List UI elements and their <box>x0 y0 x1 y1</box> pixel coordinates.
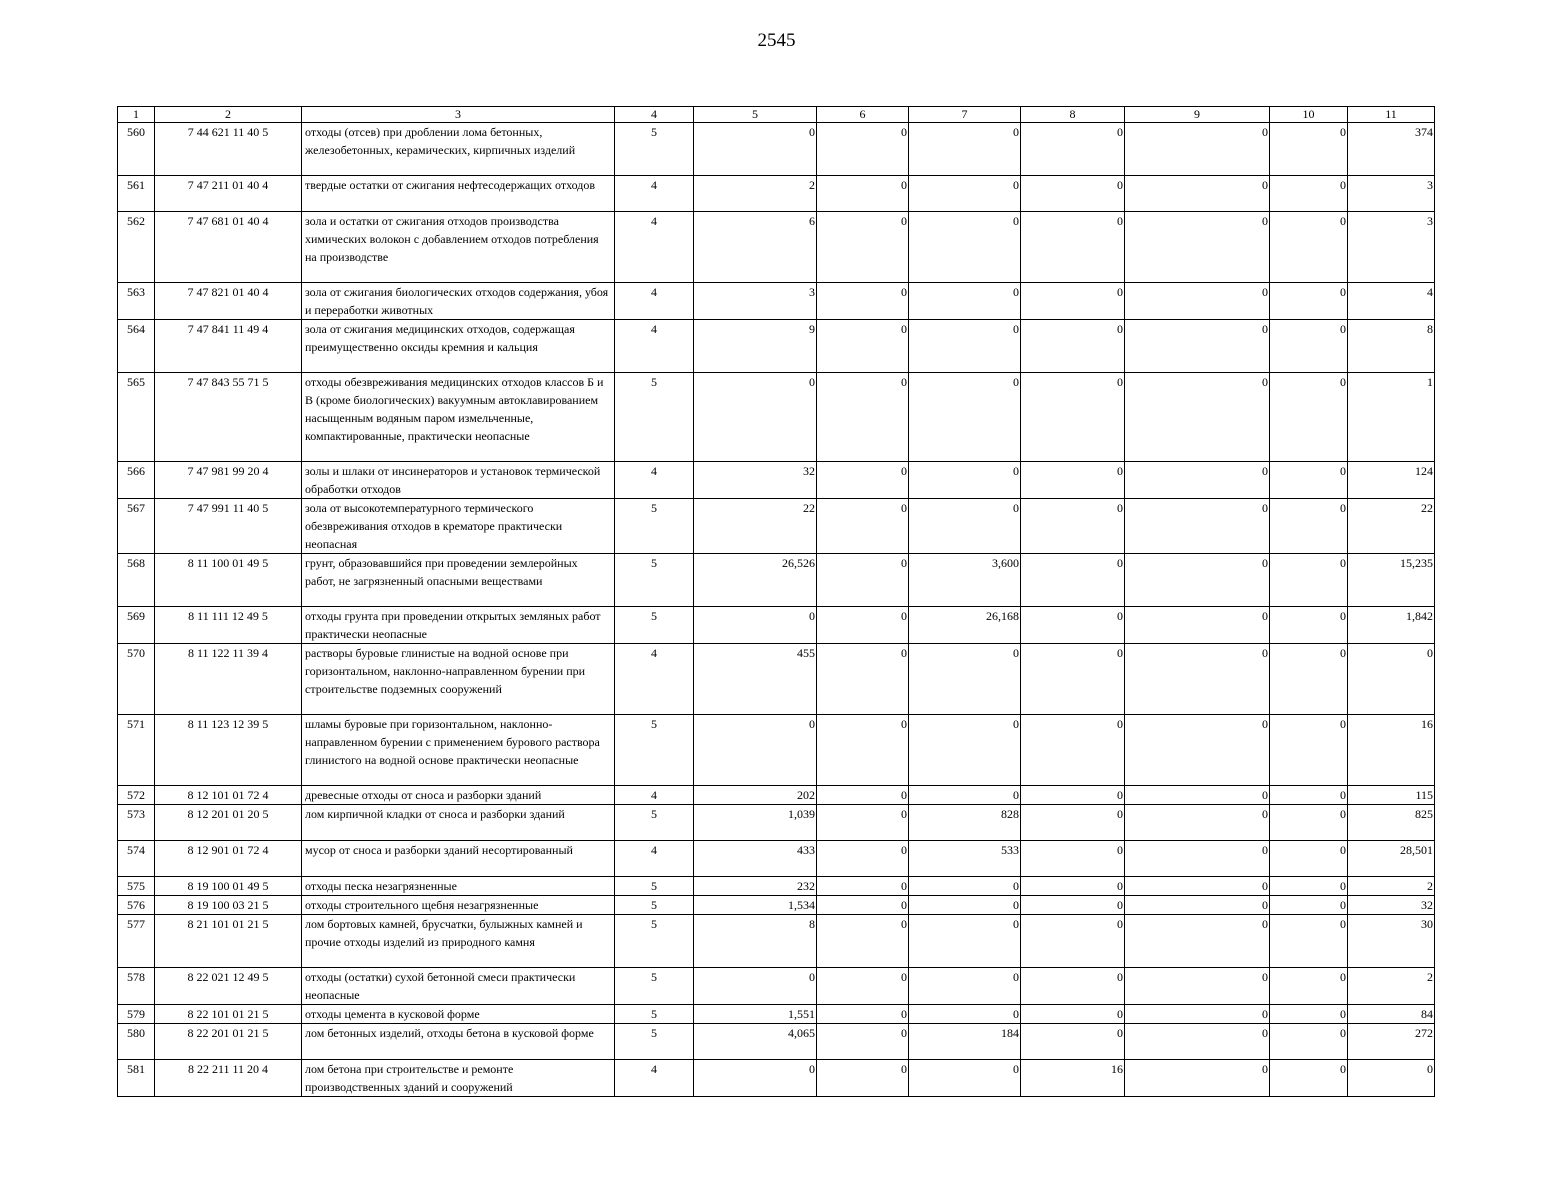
row-number: 572 <box>118 786 155 805</box>
waste-code: 8 22 021 12 49 5 <box>155 968 302 1005</box>
row-number: 561 <box>118 176 155 212</box>
waste-code: 7 47 821 01 40 4 <box>155 283 302 320</box>
hazard-class: 5 <box>615 1024 694 1060</box>
waste-code: 8 22 101 01 21 5 <box>155 1005 302 1024</box>
value-col-8: 0 <box>1021 212 1125 283</box>
value-col-8: 0 <box>1021 715 1125 786</box>
value-col-6: 0 <box>817 968 909 1005</box>
hazard-class: 5 <box>615 373 694 462</box>
value-col-9: 0 <box>1125 123 1270 176</box>
value-col-10: 0 <box>1270 715 1348 786</box>
value-col-5: 0 <box>694 715 817 786</box>
hazard-class: 5 <box>615 499 694 554</box>
table-row <box>118 841 1435 877</box>
value-col-7: 0 <box>909 123 1021 176</box>
row-number: 569 <box>118 607 155 644</box>
waste-name: отходы (остатки) сухой бетонной смеси практически неопасные <box>302 968 615 1005</box>
value-col-6: 0 <box>817 1060 909 1097</box>
value-col-5: 4,065 <box>694 1024 817 1060</box>
value-col-10: 0 <box>1270 554 1348 607</box>
row-number: 578 <box>118 968 155 1005</box>
col-header-9: 9 <box>1125 107 1270 123</box>
value-col-9: 0 <box>1125 805 1270 841</box>
table-row <box>118 968 1435 1005</box>
value-col-11: 22 <box>1348 499 1435 554</box>
value-col-6: 0 <box>817 212 909 283</box>
value-col-8: 0 <box>1021 968 1125 1005</box>
value-col-10: 0 <box>1270 607 1348 644</box>
waste-code: 8 19 100 01 49 5 <box>155 877 302 896</box>
value-col-5: 202 <box>694 786 817 805</box>
value-col-10: 0 <box>1270 915 1348 968</box>
value-col-8: 0 <box>1021 1005 1125 1024</box>
value-col-7: 0 <box>909 212 1021 283</box>
value-col-8: 0 <box>1021 176 1125 212</box>
value-col-9: 0 <box>1125 212 1270 283</box>
table-row <box>118 1005 1435 1024</box>
table-row <box>118 499 1435 554</box>
value-col-11: 30 <box>1348 915 1435 968</box>
waste-code: 8 11 111 12 49 5 <box>155 607 302 644</box>
waste-name: отходы цемента в кусковой форме <box>302 1005 615 1024</box>
row-number: 581 <box>118 1060 155 1097</box>
row-number: 562 <box>118 212 155 283</box>
value-col-7: 0 <box>909 968 1021 1005</box>
row-number: 580 <box>118 1024 155 1060</box>
waste-code: 7 44 621 11 40 5 <box>155 123 302 176</box>
value-col-5: 2 <box>694 176 817 212</box>
row-number: 568 <box>118 554 155 607</box>
table-row <box>118 1024 1435 1060</box>
waste-code: 8 22 211 11 20 4 <box>155 1060 302 1097</box>
waste-name: лом бетонных изделий, отходы бетона в кусковой форме <box>302 1024 615 1060</box>
waste-code: 8 22 201 01 21 5 <box>155 1024 302 1060</box>
value-col-7: 0 <box>909 320 1021 373</box>
value-col-5: 1,534 <box>694 896 817 915</box>
value-col-6: 0 <box>817 644 909 715</box>
value-col-5: 26,526 <box>694 554 817 607</box>
value-col-9: 0 <box>1125 1024 1270 1060</box>
waste-code: 8 11 122 11 39 4 <box>155 644 302 715</box>
value-col-11: 2 <box>1348 968 1435 1005</box>
value-col-11: 15,235 <box>1348 554 1435 607</box>
value-col-11: 3 <box>1348 176 1435 212</box>
value-col-8: 0 <box>1021 644 1125 715</box>
value-col-5: 0 <box>694 968 817 1005</box>
value-col-5: 232 <box>694 877 817 896</box>
value-col-11: 1 <box>1348 373 1435 462</box>
value-col-6: 0 <box>817 877 909 896</box>
row-number: 564 <box>118 320 155 373</box>
value-col-7: 0 <box>909 715 1021 786</box>
value-col-6: 0 <box>817 554 909 607</box>
value-col-5: 0 <box>694 607 817 644</box>
col-header-8: 8 <box>1021 107 1125 123</box>
hazard-class: 4 <box>615 841 694 877</box>
value-col-11: 84 <box>1348 1005 1435 1024</box>
value-col-10: 0 <box>1270 212 1348 283</box>
value-col-9: 0 <box>1125 554 1270 607</box>
value-col-9: 0 <box>1125 373 1270 462</box>
waste-name: золы и шлаки от инсинераторов и установок термической обработки отходов <box>302 462 615 499</box>
hazard-class: 4 <box>615 212 694 283</box>
header-row <box>118 107 1435 123</box>
value-col-10: 0 <box>1270 176 1348 212</box>
value-col-6: 0 <box>817 915 909 968</box>
value-col-10: 0 <box>1270 462 1348 499</box>
value-col-7: 0 <box>909 1060 1021 1097</box>
value-col-8: 0 <box>1021 805 1125 841</box>
col-header-2: 2 <box>155 107 302 123</box>
waste-name: лом бортовых камней, брусчатки, булыжных камней и прочие отходы изделий из природного камня <box>302 915 615 968</box>
waste-name: зола и остатки от сжигания отходов производства химических волокон с добавлением отходов потребления на производстве <box>302 212 615 283</box>
value-col-8: 0 <box>1021 462 1125 499</box>
value-col-7: 3,600 <box>909 554 1021 607</box>
col-header-5: 5 <box>694 107 817 123</box>
table-row <box>118 644 1435 715</box>
col-header-6: 6 <box>817 107 909 123</box>
hazard-class: 5 <box>615 1005 694 1024</box>
value-col-9: 0 <box>1125 283 1270 320</box>
value-col-5: 433 <box>694 841 817 877</box>
waste-code: 7 47 681 01 40 4 <box>155 212 302 283</box>
table-row <box>118 607 1435 644</box>
waste-name: растворы буровые глинистые на водной основе при горизонтальном, наклонно-направленном бурении при строительстве подземных сооружений <box>302 644 615 715</box>
col-header-3: 3 <box>302 107 615 123</box>
row-number: 567 <box>118 499 155 554</box>
value-col-11: 825 <box>1348 805 1435 841</box>
waste-code: 8 19 100 03 21 5 <box>155 896 302 915</box>
value-col-7: 0 <box>909 896 1021 915</box>
table-row <box>118 805 1435 841</box>
value-col-10: 0 <box>1270 1060 1348 1097</box>
value-col-11: 0 <box>1348 644 1435 715</box>
waste-code: 7 47 211 01 40 4 <box>155 176 302 212</box>
waste-name: мусор от сноса и разборки зданий несортированный <box>302 841 615 877</box>
hazard-class: 4 <box>615 320 694 373</box>
value-col-10: 0 <box>1270 896 1348 915</box>
waste-name: отходы строительного щебня незагрязненные <box>302 896 615 915</box>
value-col-8: 0 <box>1021 841 1125 877</box>
waste-name: зола от сжигания медицинских отходов, содержащая преимущественно оксиды кремния и кальция <box>302 320 615 373</box>
table-row <box>118 283 1435 320</box>
value-col-8: 0 <box>1021 554 1125 607</box>
table-row <box>118 462 1435 499</box>
value-col-9: 0 <box>1125 968 1270 1005</box>
value-col-7: 533 <box>909 841 1021 877</box>
value-col-5: 9 <box>694 320 817 373</box>
waste-code: 8 12 201 01 20 5 <box>155 805 302 841</box>
value-col-10: 0 <box>1270 499 1348 554</box>
waste-code: 8 11 100 01 49 5 <box>155 554 302 607</box>
value-col-7: 26,168 <box>909 607 1021 644</box>
value-col-10: 0 <box>1270 283 1348 320</box>
value-col-10: 0 <box>1270 805 1348 841</box>
value-col-11: 1,842 <box>1348 607 1435 644</box>
hazard-class: 4 <box>615 644 694 715</box>
value-col-6: 0 <box>817 123 909 176</box>
waste-name: лом кирпичной кладки от сноса и разборки зданий <box>302 805 615 841</box>
value-col-6: 0 <box>817 607 909 644</box>
value-col-7: 0 <box>909 462 1021 499</box>
value-col-8: 0 <box>1021 607 1125 644</box>
value-col-11: 32 <box>1348 896 1435 915</box>
value-col-10: 0 <box>1270 1005 1348 1024</box>
value-col-10: 0 <box>1270 786 1348 805</box>
value-col-9: 0 <box>1125 896 1270 915</box>
hazard-class: 5 <box>615 607 694 644</box>
table-row <box>118 877 1435 896</box>
value-col-7: 184 <box>909 1024 1021 1060</box>
value-col-8: 0 <box>1021 499 1125 554</box>
value-col-6: 0 <box>817 176 909 212</box>
value-col-9: 0 <box>1125 607 1270 644</box>
value-col-10: 0 <box>1270 373 1348 462</box>
value-col-10: 0 <box>1270 644 1348 715</box>
value-col-7: 0 <box>909 499 1021 554</box>
value-col-10: 0 <box>1270 877 1348 896</box>
waste-code: 8 12 901 01 72 4 <box>155 841 302 877</box>
row-number: 579 <box>118 1005 155 1024</box>
hazard-class: 5 <box>615 968 694 1005</box>
hazard-class: 5 <box>615 123 694 176</box>
hazard-class: 4 <box>615 1060 694 1097</box>
hazard-class: 4 <box>615 462 694 499</box>
value-col-5: 0 <box>694 373 817 462</box>
waste-name: твердые остатки от сжигания нефтесодержащих отходов <box>302 176 615 212</box>
row-number: 570 <box>118 644 155 715</box>
waste-code: 7 47 841 11 49 4 <box>155 320 302 373</box>
hazard-class: 5 <box>615 896 694 915</box>
col-header-11: 11 <box>1348 107 1435 123</box>
value-col-6: 0 <box>817 373 909 462</box>
waste-name: грунт, образовавшийся при проведении землеройных работ, не загрязненный опасными веществами <box>302 554 615 607</box>
value-col-7: 0 <box>909 283 1021 320</box>
value-col-7: 0 <box>909 644 1021 715</box>
hazard-class: 5 <box>615 877 694 896</box>
value-col-11: 115 <box>1348 786 1435 805</box>
value-col-9: 0 <box>1125 462 1270 499</box>
value-col-8: 0 <box>1021 896 1125 915</box>
waste-code: 8 12 101 01 72 4 <box>155 786 302 805</box>
value-col-11: 4 <box>1348 283 1435 320</box>
value-col-11: 16 <box>1348 715 1435 786</box>
waste-table <box>117 106 1435 1097</box>
value-col-11: 0 <box>1348 1060 1435 1097</box>
value-col-11: 272 <box>1348 1024 1435 1060</box>
value-col-5: 32 <box>694 462 817 499</box>
col-header-7: 7 <box>909 107 1021 123</box>
hazard-class: 5 <box>615 554 694 607</box>
row-number: 566 <box>118 462 155 499</box>
waste-name: зола от сжигания биологических отходов содержания, убоя и переработки животных <box>302 283 615 320</box>
value-col-10: 0 <box>1270 123 1348 176</box>
row-number: 576 <box>118 896 155 915</box>
table-row <box>118 715 1435 786</box>
value-col-9: 0 <box>1125 841 1270 877</box>
value-col-9: 0 <box>1125 786 1270 805</box>
value-col-10: 0 <box>1270 1024 1348 1060</box>
row-number: 565 <box>118 373 155 462</box>
waste-code: 8 11 123 12 39 5 <box>155 715 302 786</box>
value-col-6: 0 <box>817 283 909 320</box>
table-row <box>118 1060 1435 1097</box>
value-col-7: 0 <box>909 786 1021 805</box>
value-col-8: 0 <box>1021 320 1125 373</box>
page-number: 2545 <box>757 30 796 51</box>
row-number: 575 <box>118 877 155 896</box>
value-col-7: 0 <box>909 877 1021 896</box>
value-col-6: 0 <box>817 805 909 841</box>
row-number: 571 <box>118 715 155 786</box>
row-number: 573 <box>118 805 155 841</box>
waste-name: шламы буровые при горизонтальном, наклонно-направленном бурении с применением бурового раствора глинистого на водной основе практически неопасные <box>302 715 615 786</box>
value-col-9: 0 <box>1125 715 1270 786</box>
value-col-6: 0 <box>817 786 909 805</box>
waste-name: зола от высокотемпературного термического обезвреживания отходов в крематоре практически неопасная <box>302 499 615 554</box>
col-header-1: 1 <box>118 107 155 123</box>
value-col-5: 3 <box>694 283 817 320</box>
waste-code: 7 47 991 11 40 5 <box>155 499 302 554</box>
table-row <box>118 554 1435 607</box>
row-number: 560 <box>118 123 155 176</box>
value-col-5: 8 <box>694 915 817 968</box>
row-number: 577 <box>118 915 155 968</box>
row-number: 563 <box>118 283 155 320</box>
value-col-8: 0 <box>1021 786 1125 805</box>
value-col-10: 0 <box>1270 968 1348 1005</box>
value-col-5: 0 <box>694 123 817 176</box>
value-col-7: 0 <box>909 915 1021 968</box>
waste-name: лом бетона при строительстве и ремонте производственных зданий и сооружений <box>302 1060 615 1097</box>
value-col-9: 0 <box>1125 499 1270 554</box>
value-col-5: 1,039 <box>694 805 817 841</box>
value-col-5: 455 <box>694 644 817 715</box>
waste-name: отходы обезвреживания медицинских отходов классов Б и В (кроме биологических) вакуумным автоклавированием насыщенным водяным паром измельченные, компактированные, практически неопасные <box>302 373 615 462</box>
value-col-9: 0 <box>1125 320 1270 373</box>
value-col-7: 0 <box>909 1005 1021 1024</box>
waste-code: 8 21 101 01 21 5 <box>155 915 302 968</box>
value-col-11: 28,501 <box>1348 841 1435 877</box>
hazard-class: 4 <box>615 176 694 212</box>
value-col-8: 0 <box>1021 283 1125 320</box>
waste-name: древесные отходы от сноса и разборки зданий <box>302 786 615 805</box>
value-col-9: 0 <box>1125 1060 1270 1097</box>
value-col-9: 0 <box>1125 176 1270 212</box>
value-col-9: 0 <box>1125 915 1270 968</box>
value-col-11: 8 <box>1348 320 1435 373</box>
waste-name: отходы грунта при проведении открытых земляных работ практически неопасные <box>302 607 615 644</box>
value-col-8: 0 <box>1021 373 1125 462</box>
value-col-8: 16 <box>1021 1060 1125 1097</box>
value-col-8: 0 <box>1021 915 1125 968</box>
waste-code: 7 47 843 55 71 5 <box>155 373 302 462</box>
value-col-11: 3 <box>1348 212 1435 283</box>
value-col-6: 0 <box>817 1024 909 1060</box>
value-col-6: 0 <box>817 896 909 915</box>
value-col-11: 374 <box>1348 123 1435 176</box>
table-row <box>118 915 1435 968</box>
table-row <box>118 320 1435 373</box>
value-col-6: 0 <box>817 462 909 499</box>
hazard-class: 5 <box>615 715 694 786</box>
value-col-9: 0 <box>1125 644 1270 715</box>
value-col-5: 6 <box>694 212 817 283</box>
col-header-4: 4 <box>615 107 694 123</box>
value-col-5: 0 <box>694 1060 817 1097</box>
value-col-8: 0 <box>1021 1024 1125 1060</box>
table-body <box>118 123 1435 1097</box>
hazard-class: 5 <box>615 805 694 841</box>
value-col-6: 0 <box>817 1005 909 1024</box>
value-col-11: 124 <box>1348 462 1435 499</box>
value-col-6: 0 <box>817 499 909 554</box>
table-row <box>118 786 1435 805</box>
value-col-5: 22 <box>694 499 817 554</box>
hazard-class: 4 <box>615 283 694 320</box>
table-row <box>118 123 1435 176</box>
value-col-10: 0 <box>1270 320 1348 373</box>
table-row <box>118 176 1435 212</box>
value-col-6: 0 <box>817 320 909 373</box>
value-col-5: 1,551 <box>694 1005 817 1024</box>
table-row <box>118 212 1435 283</box>
col-header-10: 10 <box>1270 107 1348 123</box>
value-col-6: 0 <box>817 715 909 786</box>
waste-code: 7 47 981 99 20 4 <box>155 462 302 499</box>
table-row <box>118 373 1435 462</box>
value-col-7: 0 <box>909 373 1021 462</box>
value-col-9: 0 <box>1125 1005 1270 1024</box>
value-col-8: 0 <box>1021 123 1125 176</box>
value-col-11: 2 <box>1348 877 1435 896</box>
value-col-7: 828 <box>909 805 1021 841</box>
waste-name: отходы (отсев) при дроблении лома бетонных, железобетонных, керамических, кирпичных изделий <box>302 123 615 176</box>
value-col-7: 0 <box>909 176 1021 212</box>
table-row <box>118 896 1435 915</box>
value-col-9: 0 <box>1125 877 1270 896</box>
value-col-6: 0 <box>817 841 909 877</box>
value-col-8: 0 <box>1021 877 1125 896</box>
hazard-class: 5 <box>615 915 694 968</box>
row-number: 574 <box>118 841 155 877</box>
waste-name: отходы песка незагрязненные <box>302 877 615 896</box>
value-col-10: 0 <box>1270 841 1348 877</box>
hazard-class: 4 <box>615 786 694 805</box>
